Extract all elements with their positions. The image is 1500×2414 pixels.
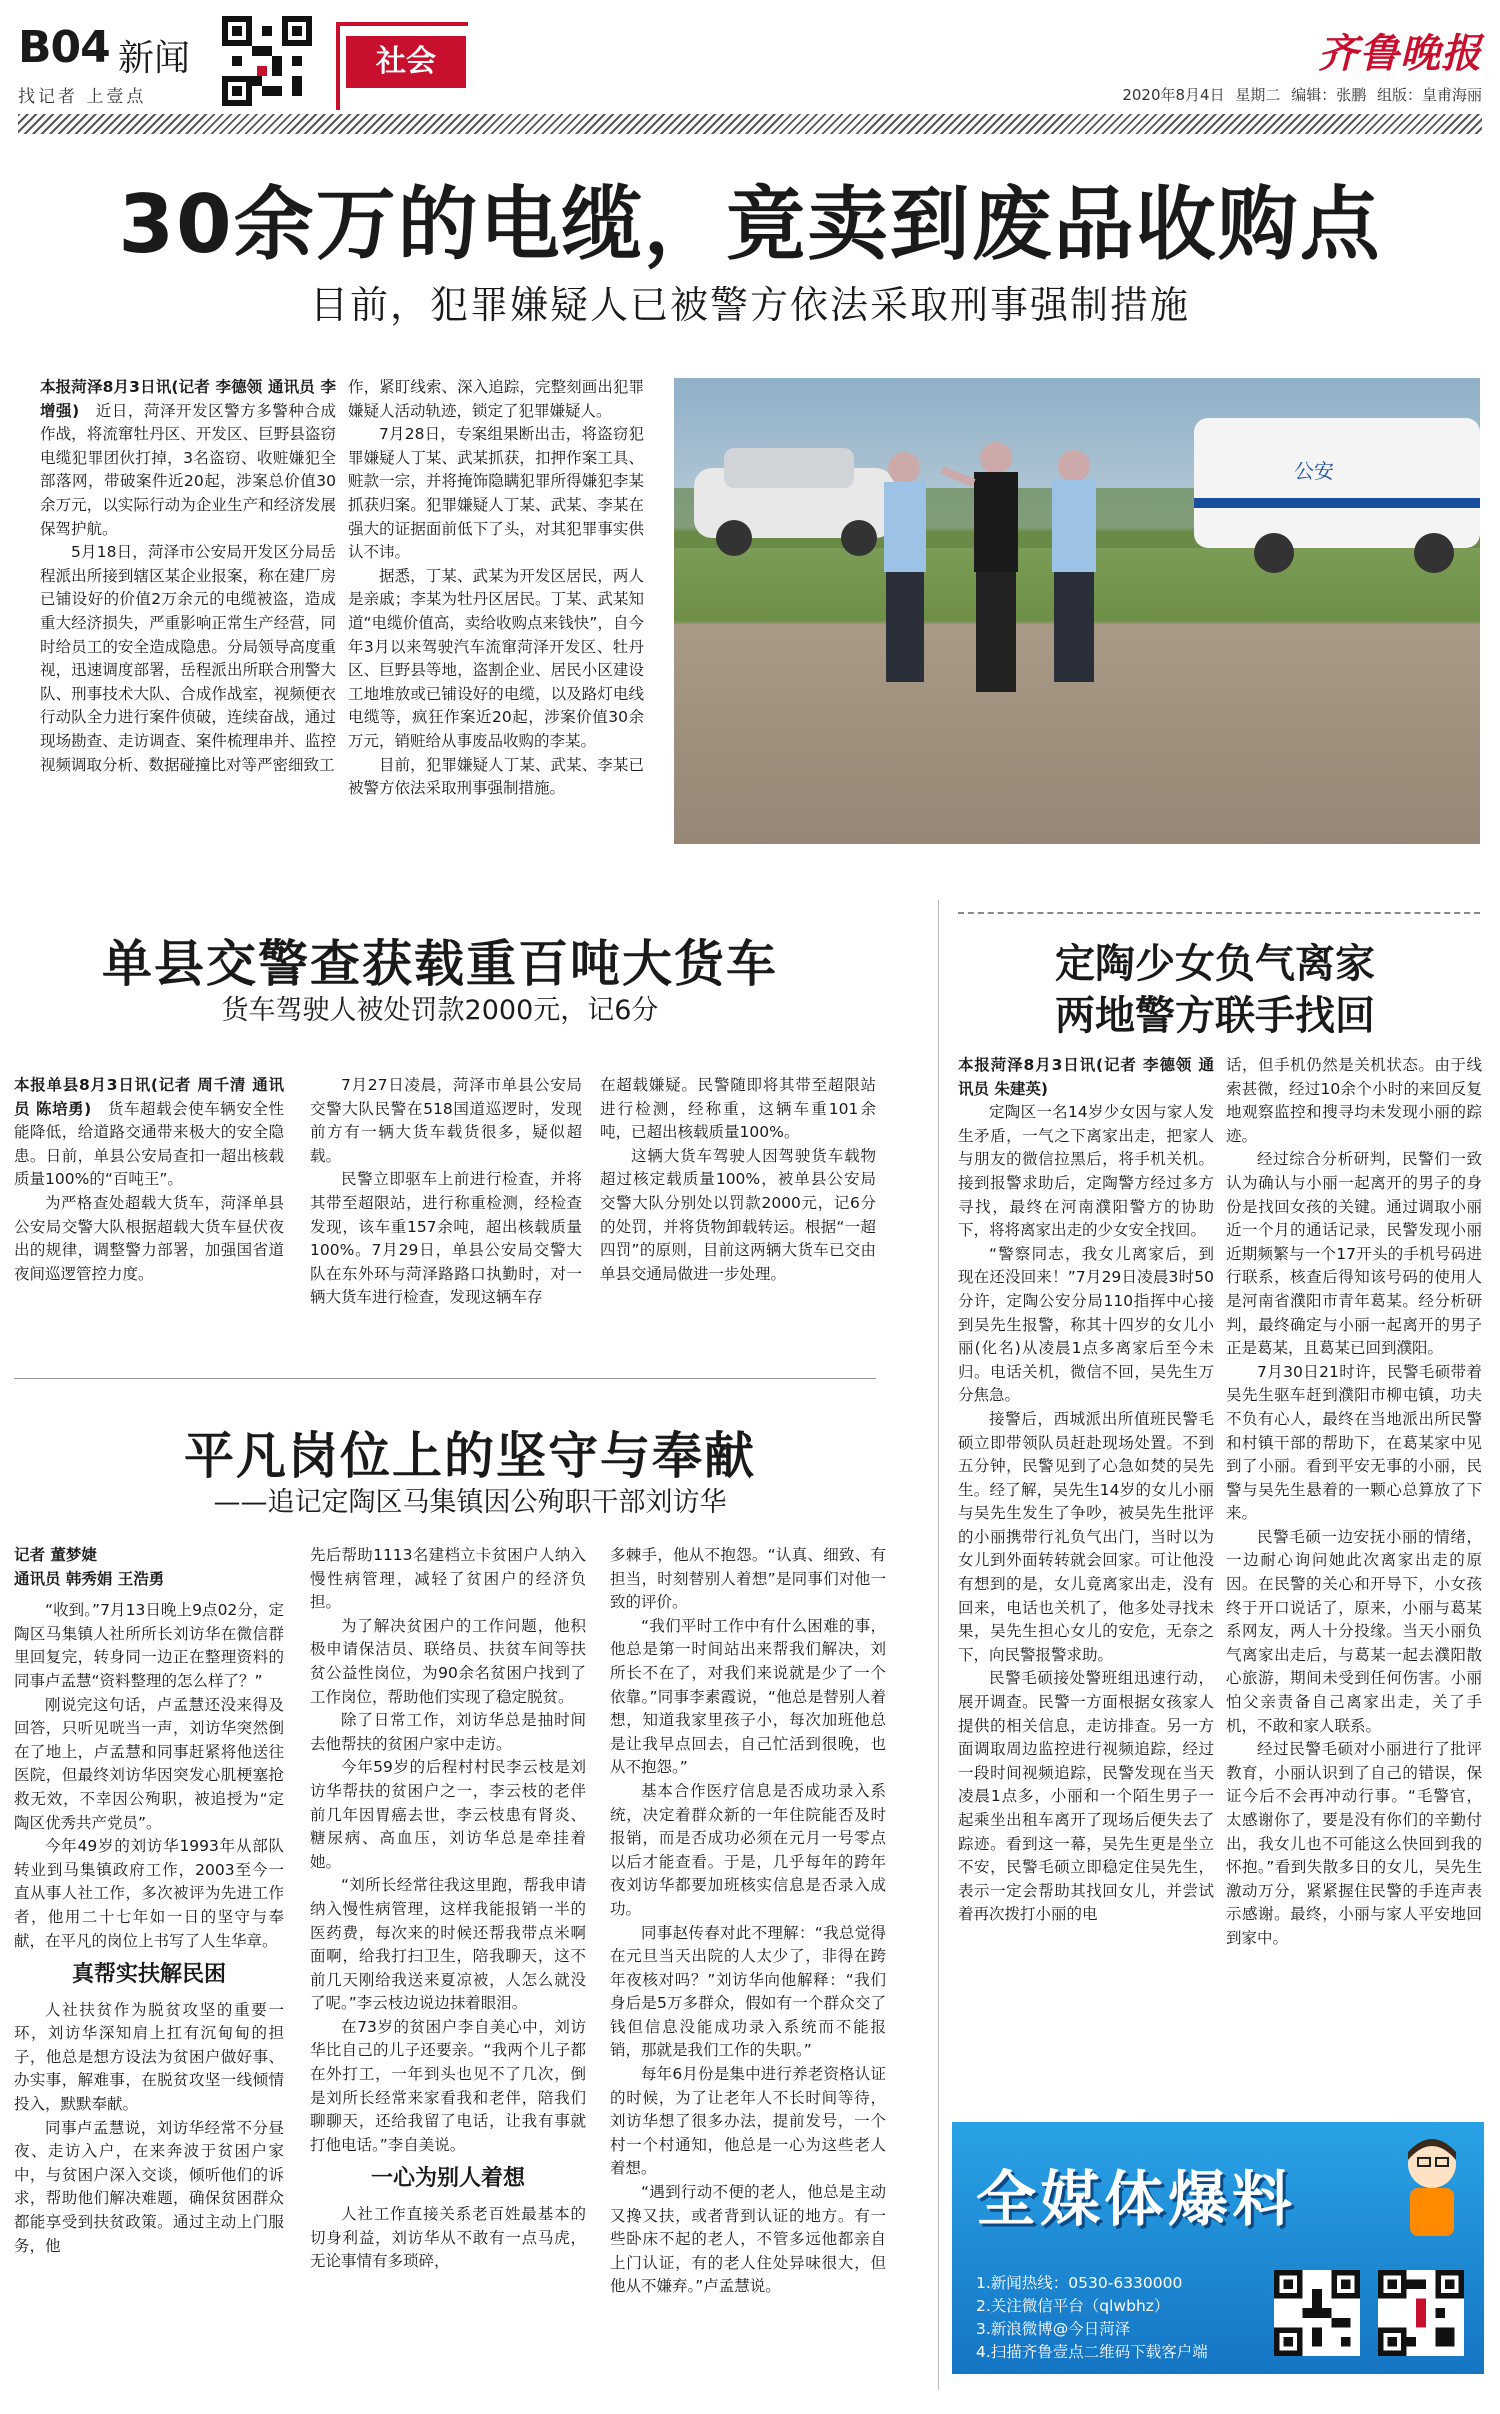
article2-column-3	[600, 1074, 876, 1364]
article3-paragraph: 7月30日21时许，民警毛硕带着吴先生驱车赶到濮阳市柳屯镇，功夫不负有心人，最终在当地派出所民警和村镇干部的帮助下，在葛某家中见到了小丽。看到平安无事的小丽，民警与吴先生悬着的一颗心总算放了下来。	[1226, 1362, 1482, 1523]
page-number: B04	[18, 22, 110, 73]
article4-section-heading: 真帮实扶解民困	[71, 1962, 226, 1988]
article4-paragraph: 人社工作直接关系老百姓最基本的切身利益，刘访华从不敢有一点马虎，无论事情有多琐碎，	[310, 2205, 586, 2271]
article2-byline: 本报单县8月3日讯(记者 周千清 通讯员 陈培勇)	[14, 1076, 284, 1118]
section-name: 新闻	[118, 38, 191, 79]
banner-contact-list	[976, 2272, 1208, 2364]
article3-paragraph: “警察同志，我女儿离家后，到现在还没回来！”7月29日凌晨3时50分许，定陶公安分局110指挥中心接到吴先生报警，称其十四岁的女儿小丽(化名)从凌晨1点多离家后至今未归。电话关机，微信不回，吴先生万分焦急。	[958, 1244, 1214, 1405]
article1-paragraph: 据悉，丁某、武某为开发区居民，两人是亲戚；李某为牡丹区居民。丁某、武某知道“电缆价值高，卖给收购点来钱快”，自今年3月以来驾驶汽车流窜菏泽开发区、牡丹区、巨野县等地，盗割企业、居民小区建设工地堆放或已铺设好的电缆，以及路灯电线电缆等，疯狂作案近20起，涉案价值30余万元，销赃给从事废品收购的李某。	[348, 566, 644, 750]
article3-headline	[940, 938, 1490, 1042]
article2-bottom-rule	[14, 1378, 876, 1379]
media-tipline-banner[interactable]	[952, 2122, 1484, 2374]
officer-left	[884, 452, 926, 682]
article4-paragraph: “刘所长经常往我这里跑，帮我申请纳入慢性病管理，这样我能报销一半的医药费，每次来的时候还帮我带点米啊面啊，给我打扫卫生，陪我聊天，这不前几天刚给我送来夏凉被，人怎么就没了呢。”李云枝边说边抹着眼泪。	[310, 1876, 586, 2013]
article4-paragraph: 同事赵传春对此不理解：“我总觉得在元旦当天出院的人太少了，非得在跨年夜核对吗？”刘访华向他解释：“我们身后是5万多群众，假如有一个群众交了钱但信息没能成功录入系统而不能报销，那就是我们工作的失职。”	[610, 1923, 886, 2060]
article1-subheadline: 目前，犯罪嫌疑人已被警方依法采取刑事强制措施	[309, 283, 1190, 327]
article2-subheadline: 货车驾驶人被处罚款2000元，记6分	[221, 995, 659, 1026]
article4-paragraph: 为了解决贫困户的工作问题，他积极申请保洁员、联络员、扶贫车间等扶贫公益性岗位，为90余名贫困户找到了工作岗位，帮助他们实现了稳定脱贫。	[310, 1616, 586, 1706]
article2-column-2	[310, 1074, 582, 1364]
article3-headline-line2: 两地警方联手找回	[1055, 993, 1375, 1039]
article4-paragraph: 多棘手，他从不抱怨。“认真、细致、有担当，时刻替别人着想”是同事们对他一致的评价。	[610, 1546, 886, 1612]
designer-credit: 组版：皇甫海丽	[1376, 86, 1482, 104]
banner-title: 全媒体爆料	[976, 2165, 1296, 2235]
banner-hotline[interactable]: 1.新闻热线：0530-6330000	[976, 2274, 1183, 2292]
header-divider	[18, 114, 1482, 134]
article4-subheadline: ——追记定陶区马集镇因公殉职干部刘访华	[213, 1487, 727, 1518]
suspect	[942, 442, 1018, 692]
article3-column-2	[1226, 1054, 1482, 2092]
article1-column-1	[40, 376, 336, 848]
issue-weekday: 星期二	[1235, 86, 1281, 104]
article2-paragraph: 为严格查处超载大货车，菏泽单县公安局交警大队根据超载大货车昼伏夜出的规律，调整警力部署，加强国省道夜间巡逻管控力度。	[14, 1193, 284, 1283]
article4-paragraph: 同事卢孟慧说，刘访华经常不分昼夜、走访入户，在来奔波于贫困户家中，与贫困户深入交谈，倾听他们的诉求，帮助他们解决难题，确保贫困群众都能享受到扶贫政策。通过主动上门服务，他	[14, 2118, 284, 2255]
issue-meta	[1122, 84, 1482, 105]
article1-column-2	[348, 376, 644, 848]
article1-paragraph: 目前，犯罪嫌疑人丁某、武某、李某已被警方依法采取刑事强制措施。	[348, 755, 644, 798]
article4-column-3	[610, 1544, 886, 2394]
banner-app-download[interactable]: 4.扫描齐鲁壹点二维码下载客户端	[976, 2343, 1208, 2361]
article4-column-1	[14, 1544, 284, 2394]
article1-paragraph: 作，紧盯线索、深入追踪，完整刻画出犯罪嫌疑人活动轨迹，锁定了犯罪嫌疑人。	[348, 378, 644, 420]
article4-byline-correspondents: 通讯员 韩秀娟 王浩勇	[14, 1569, 165, 1588]
article1-paragraph: 5月18日，菏泽市公安局开发区分局岳程派出所接到辖区某企业报案，称在建厂房已铺设好的价值2万余元的电缆被盗，造成重大经济损失，严重影响正常生产经营，同时给员工的安全造成隐患。分局领导高度重视，迅速调度部署，岳程派出所联合刑警大队、刑事技术大队、合成作战室，视频便衣行动队全力进行案件侦破，连续奋战，通过现场勘查、走访调查、案件梳理串并、监控视频调取分析、数据碰撞比对等严密细致工	[40, 543, 336, 774]
article4-paragraph: 人社扶贫作为脱贫攻坚的重要一环，刘访华深知肩上扛有沉甸甸的担子，他总是想方设法为贫困户做好事、办实事，解难事，在脱贫攻坚一线倾情投入，默默奉献。	[14, 2000, 284, 2114]
article3-paragraph: 民警毛硕一边安抚小丽的情绪，一边耐心询问她此次离家出走的原因。在民警的关心和开导下，小女孩终于开口说话了，原来，小丽与葛某系网友，两人十分投缘。当天小丽负气离家出走后，与葛某一起去濮阳散心旅游，期间未受到任何伤害。小丽怕父亲责备自己离家出走，关了手机，不敢和家人联系。	[1226, 1527, 1482, 1735]
article4-paragraph: “收到。”7月13日晚上9点02分，定陶区马集镇人社所所长刘访华在微信群里回复完，转身同一边正在整理资料的同事卢孟慧“资料整理的怎么样了？”	[14, 1601, 284, 1690]
article4-column-2	[310, 1544, 586, 2394]
article2-headline: 单县交警查获载重百吨大货车	[102, 935, 778, 993]
section-tag: 社会	[346, 36, 466, 88]
masthead-logo: 齐鲁晚报	[1318, 30, 1482, 77]
article3-paragraph: 接警后，西城派出所值班民警毛硕立即带领队员赶赴现场处置。不到五分钟，民警见到了心急如焚的吴先生。经了解，吴先生14岁的女儿小丽与吴先生发生了争吵，被吴先生批评的小丽携带行礼负气出门，当时以为女儿到外面转转就会回家。可让他没有想到的是，女儿竟离家出走，没有回来，电话也关机了，他多处寻找未果，吴先生担心女儿的安危，无奈之下，向民警报警求助。	[958, 1409, 1214, 1664]
article4-paragraph: 今年49岁的刘访华1993年从部队转业到马集镇政府工作，2003至今一直从事人社工作，多次被评为先进工作者，他用二十七年如一日的坚守与奉献，在平凡的岗位上书写了人生华章。	[14, 1837, 284, 1950]
article3-paragraph: 定陶区一名14岁少女因与家人发生矛盾，一气之下离家出走，把家人与朋友的微信拉黑后，将手机关机。接到报警求助后，定陶警方经过多方寻找，最终在河南濮阳警方的协助下，将将离家出走的少女安全找回。	[958, 1103, 1214, 1240]
article4-paragraph: “遇到行动不便的老人，他总是主动又搀又扶，或者背到认证的地方。有一些卧床不起的老人，不管多远他都亲自上门认证，有的老人住处异味很大，但他从不嫌弃。”卢孟慧说。	[610, 2183, 886, 2296]
qr-code-icon[interactable]	[222, 16, 312, 106]
article1-paragraph: 7月28日，专案组果断出击，将盗窃犯罪嫌疑人丁某、武某抓获，扣押作案工具、赃款一宗，并将掩饰隐瞒犯罪所得嫌犯李某抓获归案。犯罪嫌疑人丁某、武某、李某在强大的证据面前低下了头，对其犯罪事实供认不讳。	[348, 425, 644, 562]
article3-paragraph: 民警毛硕接处警班组迅速行动，展开调查。民警一方面根据女孩家人提供的相关信息，走访排查。另一方面调取周边监控进行视频追踪，经过一段时间视频追踪，民警发现在当天凌晨1点多，小丽和一个陌生男子一起乘坐出租车离开了现场后便失去了踪迹。看到这一幕，吴先生更是坐立不安，民警毛硕立即稳定住吴先生，表示一定会帮助其找回女儿，并尝试着再次拨打小丽的电	[958, 1669, 1214, 1924]
editor-credit: 编辑：张鹏	[1291, 86, 1367, 104]
article4-paragraph: 每年6月份是集中进行养老资格认证的时候，为了让老年人不长时间等待，刘访华想了很多办法，提前发号，一个村一个村通知，他总是一心为这些老人着想。	[610, 2065, 886, 2178]
wechat-qr-code-icon[interactable]	[1274, 2270, 1360, 2356]
officer-right	[1052, 450, 1096, 682]
article2-column-1	[14, 1074, 284, 1364]
article3-headline-line1: 定陶少女负气离家	[1055, 941, 1375, 987]
article1-byline: 本报菏泽8月3日讯(记者 李德领 通讯员 李增强)	[40, 378, 336, 420]
article3-paragraph: 话，但手机仍然是关机状态。由于线索甚微，经过10余个小时的来回反复地观察监控和搜寻均未发现小丽的踪迹。	[1226, 1056, 1482, 1145]
article3-paragraph: 经过民警毛硕对小丽进行了批评教育，小丽认识到了自己的错误，保证今后不会再冲动行事。“毛警官，太感谢你了，要是没有你们的辛勤付出，我女儿也不可能这么快回到我的怀抱。”看到失散多日的女儿，吴先生激动万分，紧紧握住民警的手连声表示感谢。最终，小丽与家人平安地回到家中。	[1226, 1740, 1482, 1947]
article1-headline: 30余万的电缆，竟卖到废品收购点	[118, 178, 1382, 271]
article4-paragraph: 基本合作医疗信息是否成功录入系统，决定着群众新的一年住院能否及时报销，而是否成功必须在元月一号零点以后才能查看。于是，几乎每年的跨年夜刘访华都要加班核实信息是否录入成功。	[610, 1781, 886, 1918]
article2-paragraph: 民警立即驱车上前进行检查，并将其带至超限站，进行称重检测，经检查发现，该车重157余吨，超出核载质量100%。7月29日，单县公安局交警大队在东外环与菏泽路路口执勤时，对一辆大货车进行检查，发现这辆车存	[310, 1170, 582, 1307]
reporter-cartoon-icon	[1392, 2132, 1474, 2242]
article4-headline: 平凡岗位上的坚守与奉献	[184, 1427, 756, 1485]
article3-column-1	[958, 1054, 1214, 2092]
article4-paragraph: 刚说完这句话，卢孟慧还没来得及回答，只听见咣当一声，刘访华突然倒在了地上，卢孟慧和同事赶紧将他送往医院，但最终刘访华因突发心肌梗塞抢救无效，不幸因公殉职，被追授为“定陶区优秀共产党员”。	[14, 1695, 284, 1832]
article4-section-heading: 一心为别人着想	[370, 2166, 525, 2192]
article4-paragraph: 在73岁的贫困户李自美心中，刘访华比自己的儿子还要亲。“我两个儿子都在外打工，一年到头也见不了几次，倒是刘所长经常来家看我和老伴，陪我们聊聊天，还给我留了电话，让我有事就打他电话。”李自美说。	[310, 2017, 586, 2154]
article4-paragraph: 先后帮助1113名建档立卡贫困户人纳入慢性病管理，减轻了贫困户的经济负担。	[310, 1546, 586, 1612]
article4-paragraph: 除了日常工作，刘访华总是抽时间去他帮扶的贫困户家中走访。	[310, 1711, 586, 1753]
article2-paragraph: 7月27日凌晨，菏泽市单县公安局交警大队民警在518国道巡逻时，发现前方有一辆大货车载货很多，疑似超载。	[310, 1076, 582, 1165]
issue-date: 2020年8月4日	[1122, 86, 1225, 104]
banner-wechat[interactable]: 2.关注微信平台（qlwbhz）	[976, 2297, 1170, 2315]
article2-paragraph: 这辆大货车驾驶人因驾驶货车载物超过核定载质量100%，被单县公安局交警大队分别处以罚款2000元，记6分的处罚，并将货物卸载转运。根据“一超四罚”的原则，目前这两辆大货车已交由单县交通局做进一步处理。	[600, 1146, 876, 1283]
police-van	[1194, 418, 1480, 573]
article2-paragraph: 在超载嫌疑。民警随即将其带至超限站进行检测，经称重，这辆车重101余吨，已超出核载质量100%。	[600, 1076, 876, 1142]
article4-paragraph: 今年59岁的后程村村民李云枝是刘访华帮扶的贫困户之一，李云枝的老伴前几年因胃癌去世，李云枝患有肾炎、糖尿病、高血压，刘访华总是牵挂着她。	[310, 1758, 586, 1871]
article3-paragraph: 经过综合分析研判，民警们一致认为确认与小丽一起离开的男子的身份是找回女孩的关键。通过调取小丽近一个月的通话记录，民警发现小丽近期频繁与一个17开头的手机号码进行联系，核查后得知该号码的使用人是河南省濮阳市青年葛某。经分析研判，最终确定与小丽一起离开的男子正是葛某，且葛某已回到濮阳。	[1226, 1150, 1482, 1358]
app-qr-code-icon[interactable]	[1378, 2270, 1464, 2356]
article3-dashed-rule	[958, 912, 1480, 914]
van-sign: 公安	[1294, 459, 1334, 483]
article1-photo	[674, 378, 1480, 844]
column-divider	[938, 900, 939, 2390]
article4-paragraph: “我们平时工作中有什么困难的事，他总是第一时间站出来帮我们解决，刘所长不在了，对我们来说就是少了一个依靠。”同事李素霞说，“他总是替别人着想，知道我家里孩子小，每次加班他总是让我早点回去，自己忙活到很晚，也从不抱怨。”	[610, 1616, 886, 1777]
banner-weibo[interactable]: 3.新浪微博@今日菏泽	[976, 2320, 1131, 2338]
article4-byline-reporter: 记者 董梦婕	[14, 1546, 97, 1564]
article3-byline: 本报菏泽8月3日讯(记者 李德领 通讯员 朱建英)	[958, 1056, 1214, 1098]
article1-paragraph: 近日，菏泽开发区警方多警种合成作战，将流窜牡丹区、开发区、巨野县盗窃电缆犯罪团伙打掉，3名盗窃、收赃嫌犯全部落网，带破案件近20起，涉案总价值30余万元，以实际行动为企业生产和经济发展保驾护航。	[40, 401, 336, 538]
header-slogan: 找记者 上壹点	[18, 87, 147, 107]
article2-paragraph: 货车超载会使车辆安全性能降低，给道路交通带来极大的安全隐患。日前，单县公安局查扣一超出核载质量100%的“百吨王”。	[14, 1099, 284, 1189]
